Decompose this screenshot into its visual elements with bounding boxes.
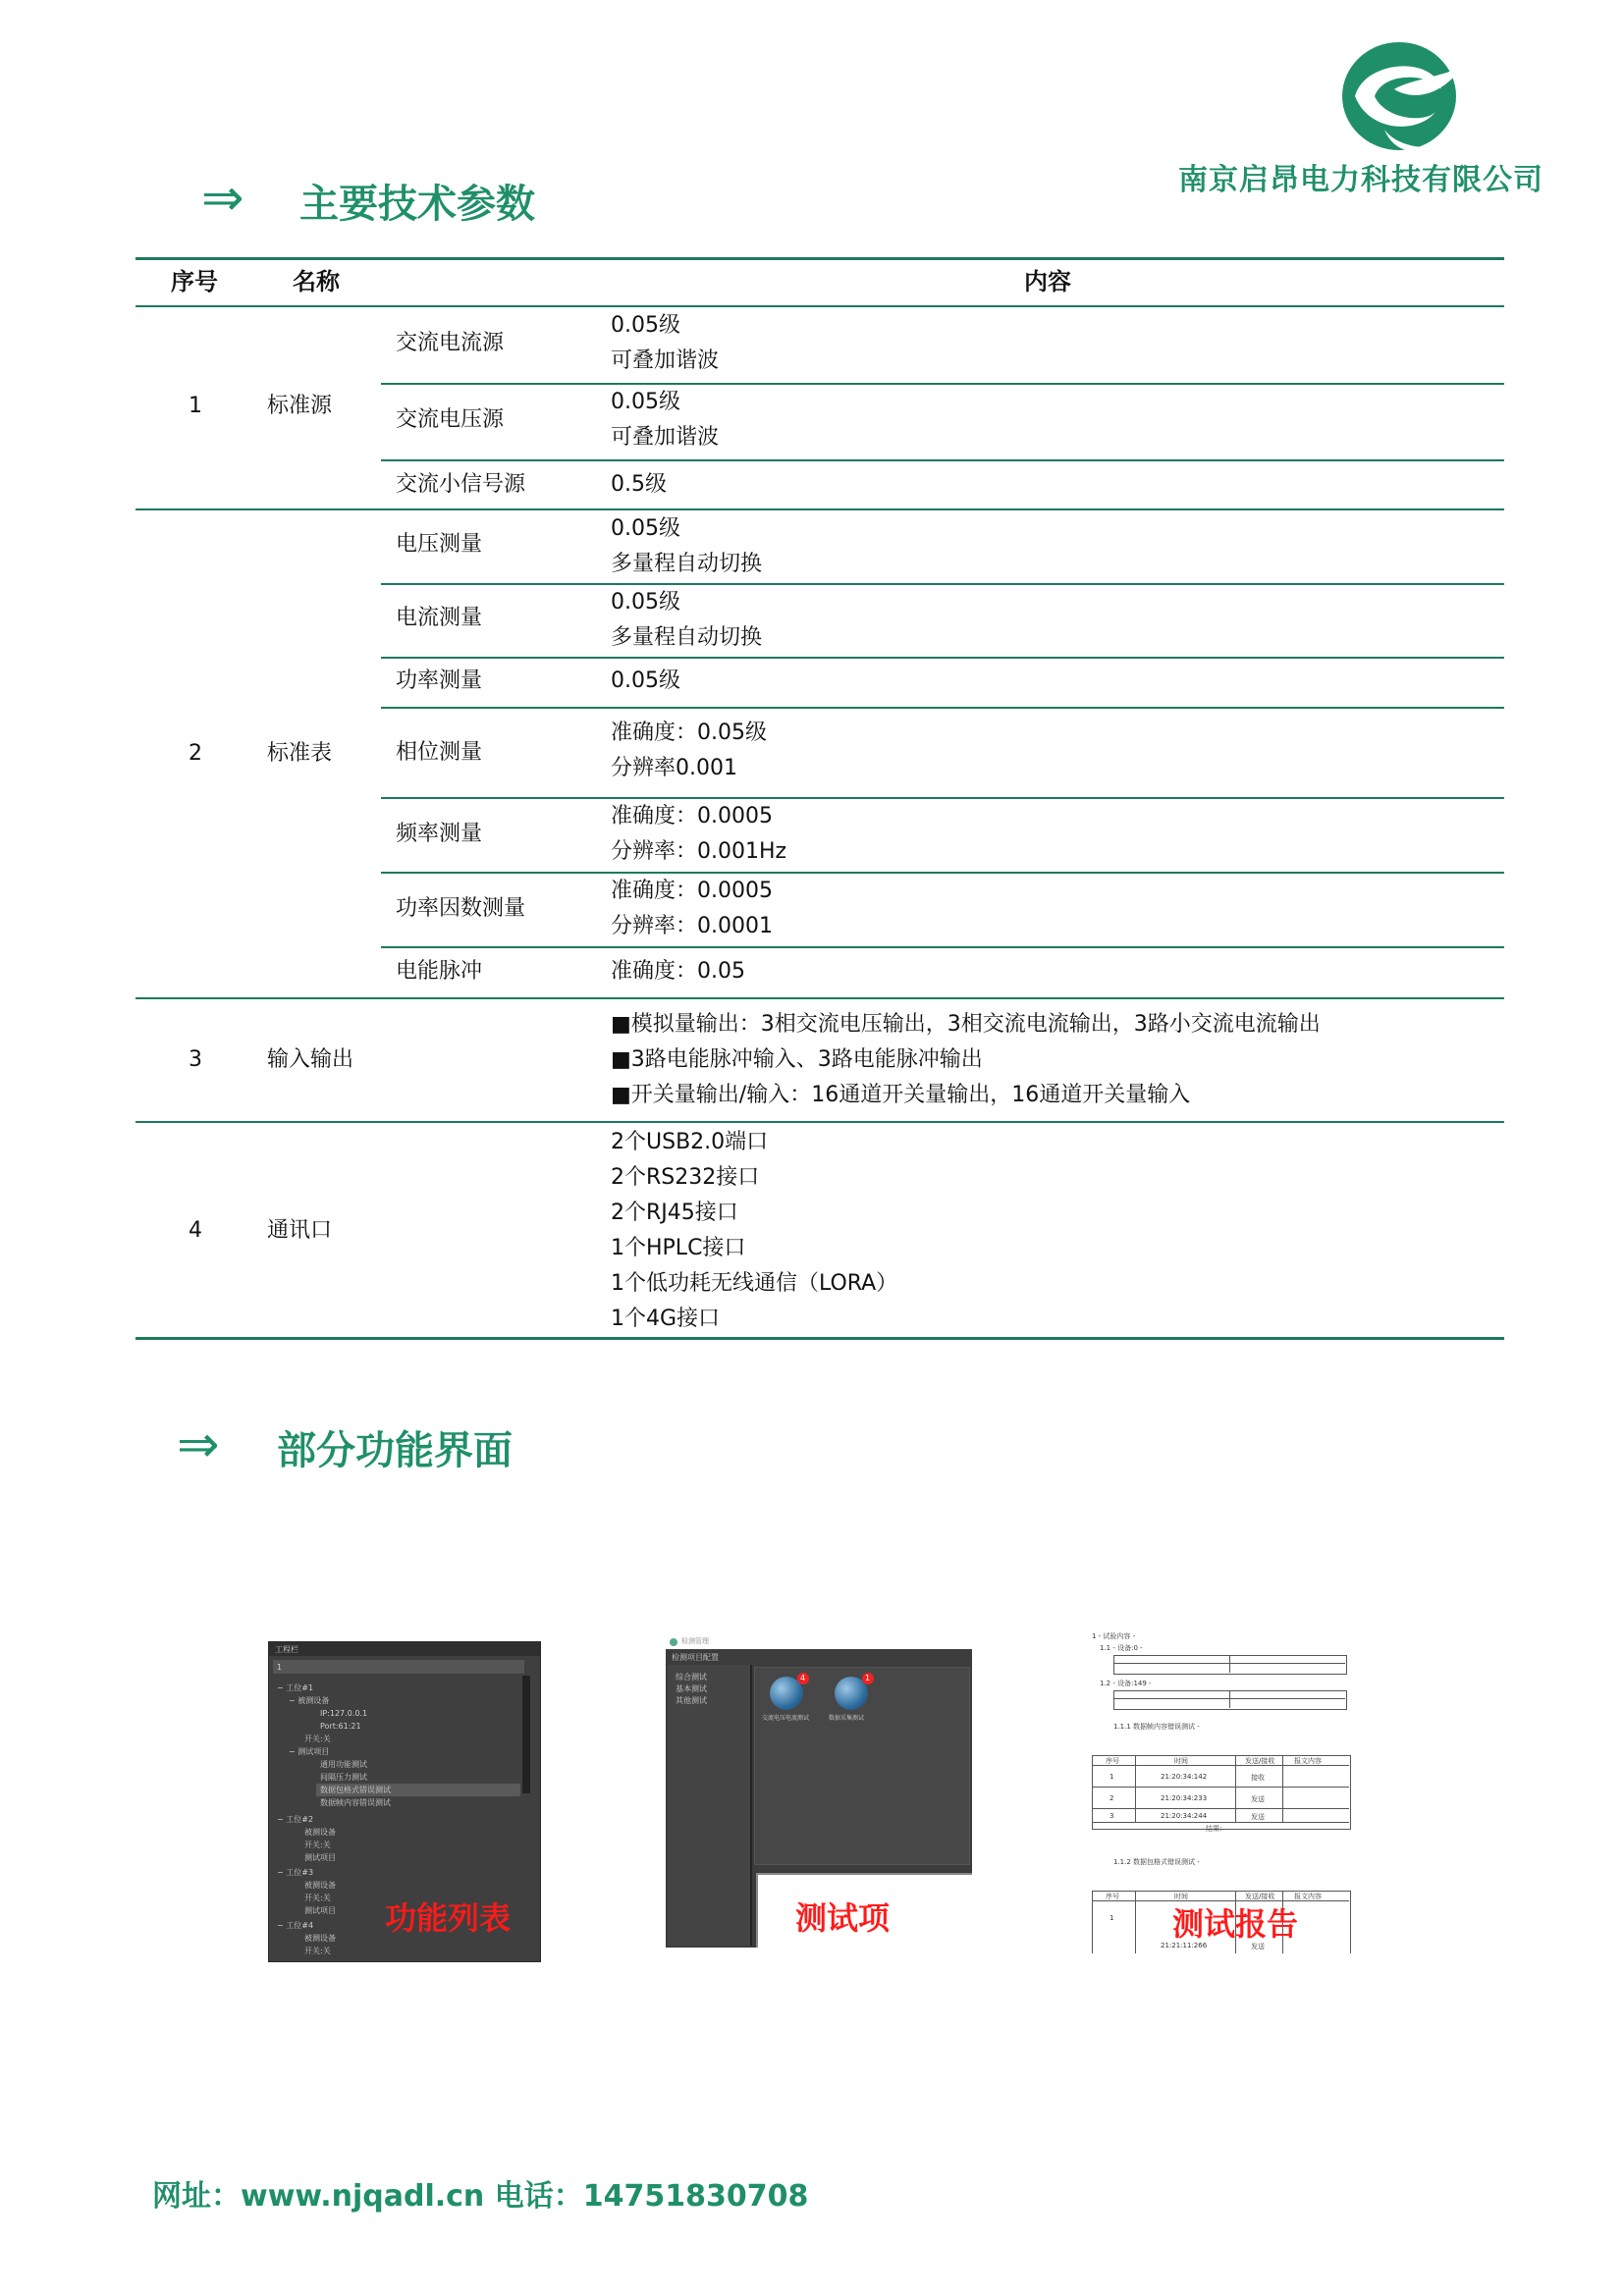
item-line: 0.05级 [611, 516, 680, 541]
company-name: 南京启昂电力科技有限公司 [1178, 163, 1543, 197]
label-test-report: 测试报告 [1172, 1905, 1299, 1943]
item-name: 交流小信号源 [396, 472, 526, 497]
screenshot-function-list: 工程栏 1 − 工位#1 − 被测设备 IP:127.0.0.1 Port:61:21 开关:关 − 测试项目 通用功能测试 间隔压力测试 数据包格式错误测试 数据帧内容错误测试 − 工位#2 被测设备 开关:关 测试项目 − 工位#3 被测设备 开关:关 测试项目 − 工位#4 被测设备 开关:关 功能列表 [268, 1641, 541, 1962]
item-name: 相位测量 [396, 740, 483, 765]
header-name: 名称 [293, 268, 340, 295]
item-line: 1个低功耗无线通信（LORA） [611, 1271, 898, 1296]
item-name: 频率测量 [396, 822, 483, 846]
item-line: 0.05级 [611, 668, 680, 693]
item-name: 功率因数测量 [396, 896, 526, 921]
item-line: 1个4G接口 [611, 1307, 721, 1331]
item-name: 电能脉冲 [396, 959, 483, 984]
group-no: 3 [189, 1047, 202, 1072]
item-name: 交流电压源 [396, 407, 505, 432]
item-line: ■3路电能脉冲输入、3路电能脉冲输出 [611, 1047, 983, 1072]
section-title-interfaces: 部分功能界面 [277, 1428, 513, 1473]
header-content: 内容 [1024, 268, 1071, 295]
item-line: 2个RJ45接口 [611, 1201, 738, 1225]
section-arrow-icon: ⇒ [201, 169, 244, 228]
item-line: 0.05级 [611, 590, 680, 614]
item-line: 分辨率：0.0001 [611, 914, 773, 938]
item-line: 准确度：0.05 [611, 959, 745, 984]
item-name: 电压测量 [396, 532, 483, 557]
company-logo [1326, 35, 1473, 163]
item-line: 可叠加谐波 [611, 425, 720, 450]
item-line: 准确度：0.0005 [611, 879, 773, 903]
item-line: 0.5级 [611, 472, 667, 497]
group-name: 通讯口 [267, 1218, 333, 1243]
label-test-items: 测试项 [795, 1899, 891, 1937]
group-name: 标准源 [267, 394, 333, 418]
group-name: 标准表 [267, 741, 333, 766]
item-name: 交流电流源 [396, 331, 505, 355]
item-line: 准确度：0.05级 [611, 721, 767, 745]
item-line: ■开关量输出/输入：16通道开关量输出，16通道开关量输入 [611, 1083, 1191, 1107]
item-line: 多量程自动切换 [611, 552, 763, 576]
item-line: ■模拟量输出：3相交流电压输出，3相交流电流输出，3路小交流电流输出 [611, 1012, 1321, 1037]
item-line: 分辨率0.001 [611, 756, 737, 780]
group-no: 4 [189, 1218, 202, 1243]
item-name: 电流测量 [396, 606, 483, 630]
section-arrow-icon: ⇒ [177, 1415, 220, 1474]
item-line: 2个RS232接口 [611, 1165, 760, 1190]
item-line: 多量程自动切换 [611, 625, 763, 650]
item-line: 1个HPLC接口 [611, 1236, 746, 1260]
screenshot-test-report: 1 - 试验内容 - 1.1 - 设备:0 - 1.2 - 设备:149 - 1.1.1 数据帧内容错误测试 - 序号 时间 发送/接收 报文内容 1 21:20:34:142 接收 2 21:20:34:233 发送 3 21:20:34:244 发送 结果： 1.1.2 数据包格式错误测试 - 序号 时间 发送/接收 报文内容 1 21:21:11:266 发送 测试报告 [1078, 1629, 1384, 1953]
header-no: 序号 [171, 268, 218, 295]
group-no: 1 [189, 394, 202, 418]
footer-contact: 网址：www.njqadl.cn 电话：14751830708 [152, 2179, 809, 2214]
item-line: 0.05级 [611, 390, 680, 414]
section-title-params: 主要技术参数 [299, 182, 535, 227]
item-line: 2个USB2.0端口 [611, 1130, 769, 1154]
screenshot-test-items: 检测管理 检测项目配置 综合测试 基本测试 其他测试 4 交流电压电流测试 1 数据采集测试 测试项 [666, 1633, 972, 1948]
group-name: 输入输出 [267, 1047, 354, 1072]
item-line: 准确度：0.0005 [611, 804, 773, 828]
item-line: 可叠加谐波 [611, 348, 720, 373]
group-no: 2 [189, 741, 202, 766]
item-name: 功率测量 [396, 668, 483, 693]
label-function-list: 功能列表 [385, 1899, 512, 1937]
item-line: 0.05级 [611, 313, 680, 338]
item-line: 分辨率：0.001Hz [611, 839, 787, 864]
